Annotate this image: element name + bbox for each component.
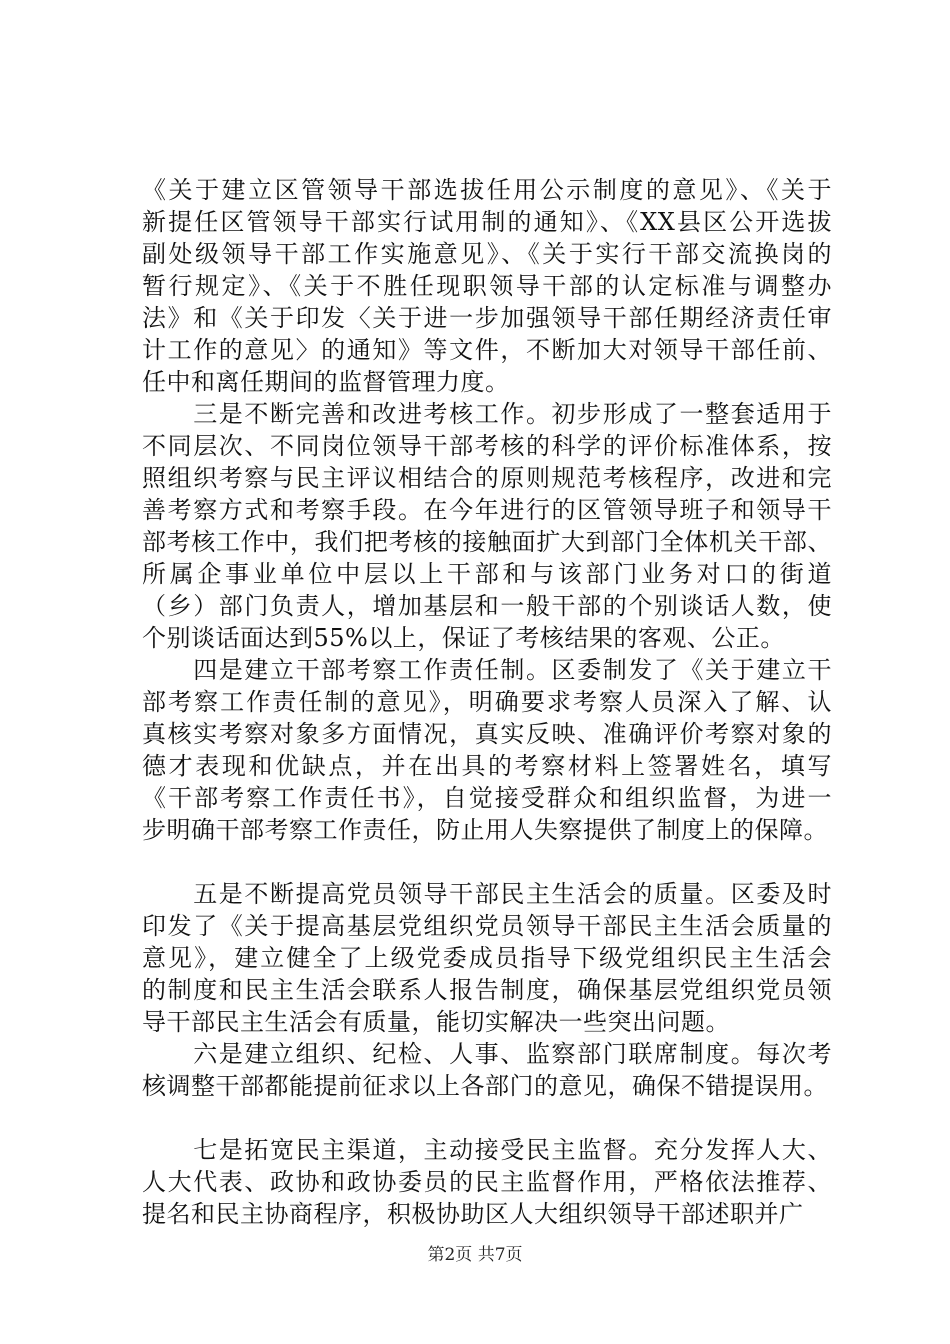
text-line: 不同层次、不同岗位领导干部考核的科学的评价标准体系，按 xyxy=(142,432,832,460)
paragraph-gap xyxy=(142,846,832,878)
text-line: 计工作的意见〉的通知》等文件，不断加大对领导干部任前、 xyxy=(142,336,832,364)
text-line: 印发了《关于提高基层党组织党员领导干部民主生活会质量的 xyxy=(142,912,832,940)
paragraph xyxy=(142,878,832,1038)
text-line: 个别谈话面达到55%以上，保证了考核结果的客观、公正。 xyxy=(142,624,785,652)
text-line: 部考察工作责任制的意见》，明确要求考察人员深入了解、认 xyxy=(142,688,832,716)
paragraph xyxy=(142,398,832,654)
paragraph xyxy=(142,654,832,846)
text-line: 所属企事业单位中层以上干部和与该部门业务对口的街道 xyxy=(142,560,832,588)
text-line: 六是建立组织、纪检、人事、监察部门联席制度。每次考 xyxy=(142,1040,832,1068)
text-line: 四是建立干部考察工作责任制。区委制发了《关于建立干 xyxy=(142,656,832,684)
text-line: （乡）部门负责人，增加基层和一般干部的个别谈话人数，使 xyxy=(142,592,832,620)
text-line: 德才表现和优缺点，并在出具的考察材料上签署姓名，填写 xyxy=(142,752,832,780)
page-footer: 第2页 共7页 xyxy=(427,1245,523,1265)
text-line: 暂行规定》、《关于不胜任现职领导干部的认定标准与调整办 xyxy=(142,272,832,300)
text-line: 《干部考察工作责任书》，自觉接受群众和组织监督，为进一 xyxy=(142,784,832,812)
text-line: 法》和《关于印发〈关于进一步加强领导干部任期经济责任审 xyxy=(142,304,832,332)
text-line: 副处级领导干部工作实施意见》、《关于实行干部交流换岗的 xyxy=(142,240,832,268)
text-line: 任中和离任期间的监督管理力度。 xyxy=(142,368,510,396)
paragraph xyxy=(142,1134,832,1230)
text-line: 善考察方式和考察手段。在今年进行的区管领导班子和领导干 xyxy=(142,496,832,524)
text-line: 《关于建立区管领导干部选拔任用公示制度的意见》、《关于 xyxy=(142,176,832,204)
text-line: 步明确干部考察工作责任，防止用人失察提供了制度上的保障。 xyxy=(142,816,828,844)
paragraph xyxy=(142,1038,832,1102)
text-line: 核调整干部都能提前征求以上各部门的意见，确保不错提误用。 xyxy=(142,1072,828,1100)
document-body xyxy=(142,174,832,1230)
text-line: 意见》，建立健全了上级党委成员指导下级党组织民主生活会 xyxy=(142,944,832,972)
text-line: 三是不断完善和改进考核工作。初步形成了一整套适用于 xyxy=(142,400,832,428)
text-line: 人大代表、政协和政协委员的民主监督作用，严格依法推荐、 xyxy=(142,1168,832,1196)
text-line: 导干部民主生活会有质量，能切实解决一些突出问题。 xyxy=(142,1008,730,1036)
text-line: 照组织考察与民主评议相结合的原则规范考核程序，改进和完 xyxy=(142,464,832,492)
text-line: 七是拓宽民主渠道，主动接受民主监督。充分发挥人大、 xyxy=(142,1136,832,1164)
text-line: 的制度和民主生活会联系人报告制度，确保基层党组织党员领 xyxy=(142,976,832,1004)
text-line: 部考核工作中，我们把考核的接触面扩大到部门全体机关干部、 xyxy=(142,528,832,556)
text-line: 五是不断提高党员领导干部民主生活会的质量。区委及时 xyxy=(142,880,832,908)
text-line: 新提任区管领导干部实行试用制的通知》、《XX县区公开选拔 xyxy=(142,208,832,236)
paragraph-gap xyxy=(142,1102,832,1134)
text-line: 提名和民主协商程序，积极协助区人大组织领导干部述职并广 xyxy=(142,1200,804,1228)
paragraph xyxy=(142,174,832,398)
text-line: 真核实考察对象多方面情况，真实反映、准确评价考察对象的 xyxy=(142,720,832,748)
